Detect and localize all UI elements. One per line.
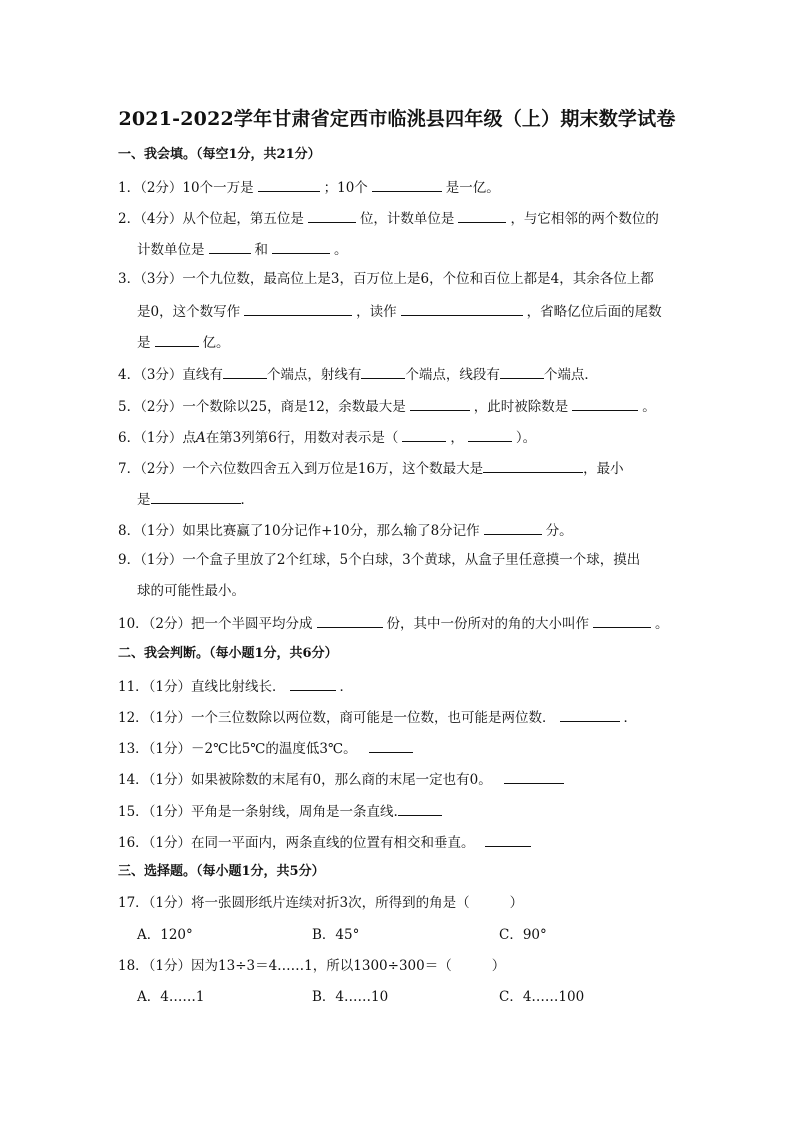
question-3-cont2: 是 亿。 — [137, 332, 230, 352]
question-9-cont: 球的可能性最小。 — [137, 583, 245, 599]
answer-blank[interactable] — [468, 427, 512, 442]
question-8: 8．（1分）如果比赛赢了10分记作+10分，那么输了8分记作 分。 — [118, 520, 573, 540]
answer-blank[interactable] — [372, 177, 442, 192]
answer-blank[interactable] — [500, 364, 544, 379]
answer-blank[interactable] — [402, 427, 446, 442]
answer-blank[interactable] — [308, 208, 356, 223]
answer-blank[interactable] — [244, 301, 352, 316]
section-heading-choice: 三、选择题。（每小题1分，共5分） — [118, 864, 325, 879]
answer-blank[interactable] — [398, 801, 442, 816]
question-7: 7．（2分）一个六位数四舍五入到万位是16万，这个数最大是 ，最小 — [118, 458, 624, 478]
answer-blank[interactable] — [572, 396, 638, 411]
question-18: 18．（1分）因为13÷3＝4……1，所以1300÷300＝（ ） — [118, 958, 506, 974]
question-4: 4．（3分）直线有 个端点，射线有 个端点，线段有 个端点． — [118, 364, 598, 384]
answer-blank[interactable] — [361, 364, 405, 379]
answer-blank[interactable] — [369, 738, 413, 753]
question-1: 1．（2分）10个一万是 ；10个 是一亿。 — [118, 177, 500, 197]
question-12: 12．（1分）一个三位数除以两位数，商可能是一位数，也可能是两位数． ． — [118, 707, 637, 727]
question-6: 6．（1分）点A在第3列第6行，用数对表示是（ ， ）。 — [118, 427, 536, 447]
option-b[interactable]: B．45° — [312, 927, 360, 943]
question-11: 11．（1分）直线比射线长． ． — [118, 676, 353, 696]
option-b[interactable]: B．4……10 — [312, 989, 389, 1005]
answer-blank[interactable] — [155, 332, 199, 347]
answer-blank[interactable] — [483, 458, 583, 473]
answer-blank[interactable] — [317, 613, 383, 628]
answer-blank[interactable] — [484, 520, 542, 535]
answer-blank[interactable] — [458, 208, 506, 223]
question-3-cont: 是0，这个数写作 ，读作 ，省略亿位后面的尾数 — [137, 301, 662, 321]
section-heading-judge: 二、我会判断。（每小题1分，共6分） — [118, 646, 338, 661]
answer-blank[interactable] — [272, 239, 330, 254]
answer-blank[interactable] — [485, 832, 531, 847]
answer-blank[interactable] — [401, 301, 523, 316]
answer-blank[interactable] — [258, 177, 320, 192]
answer-blank[interactable] — [209, 239, 251, 254]
question-13: 13．（1分）－2℃比5℃的温度低3℃。 — [118, 738, 417, 758]
answer-blank[interactable] — [151, 489, 241, 504]
answer-blank[interactable] — [410, 396, 470, 411]
question-9: 9．（1分）一个盒子里放了2个红球，5个白球，3个黄球，从盒子里任意摸一个球，摸出 — [118, 552, 641, 568]
question-17: 17．（1分）将一张圆形纸片连续对折3次，所得到的角是（ ） — [118, 895, 524, 911]
question-15: 15．（1分）平角是一条射线，周角是一条直线. — [118, 801, 442, 821]
answer-blank[interactable] — [223, 364, 267, 379]
question-2-cont: 计数单位是 和 。 — [137, 239, 348, 259]
question-14: 14．（1分）如果被除数的末尾有0，那么商的末尾一定也有0。 — [118, 769, 568, 789]
option-a[interactable]: A．120° — [137, 927, 193, 943]
question-7-cont: 是 ． — [137, 489, 254, 509]
answer-blank[interactable] — [593, 613, 651, 628]
question-10: 10．（2分）把一个半圆平均分成 份，其中一份所对的角的大小叫作 。 — [118, 613, 669, 633]
option-c[interactable]: C．90° — [499, 927, 547, 943]
question-16: 16．（1分）在同一平面内，两条直线的位置有相交和垂直。 — [118, 832, 535, 852]
question-5: 5．（2分）一个数除以25，商是12，余数最大是 ，此时被除数是 。 — [118, 396, 656, 416]
option-c[interactable]: C．4……100 — [499, 989, 585, 1005]
answer-blank[interactable] — [560, 707, 620, 722]
section-heading-fill: 一、我会填。（每空1分，共21分） — [118, 147, 321, 162]
question-3: 3．（3分）一个九位数，最高位上是3，百万位上是6，个位和百位上都是4，其余各位上都 — [118, 271, 654, 287]
page-title: 2021-2022学年甘肃省定西市临洮县四年级（上）期末数学试卷 — [118, 108, 676, 130]
answer-blank[interactable] — [290, 676, 336, 691]
answer-blank[interactable] — [504, 769, 564, 784]
question-2: 2．（4分）从个位起，第五位是 位，计数单位是 ，与它相邻的两个数位的 — [118, 208, 659, 228]
option-a[interactable]: A．4……1 — [137, 989, 205, 1005]
